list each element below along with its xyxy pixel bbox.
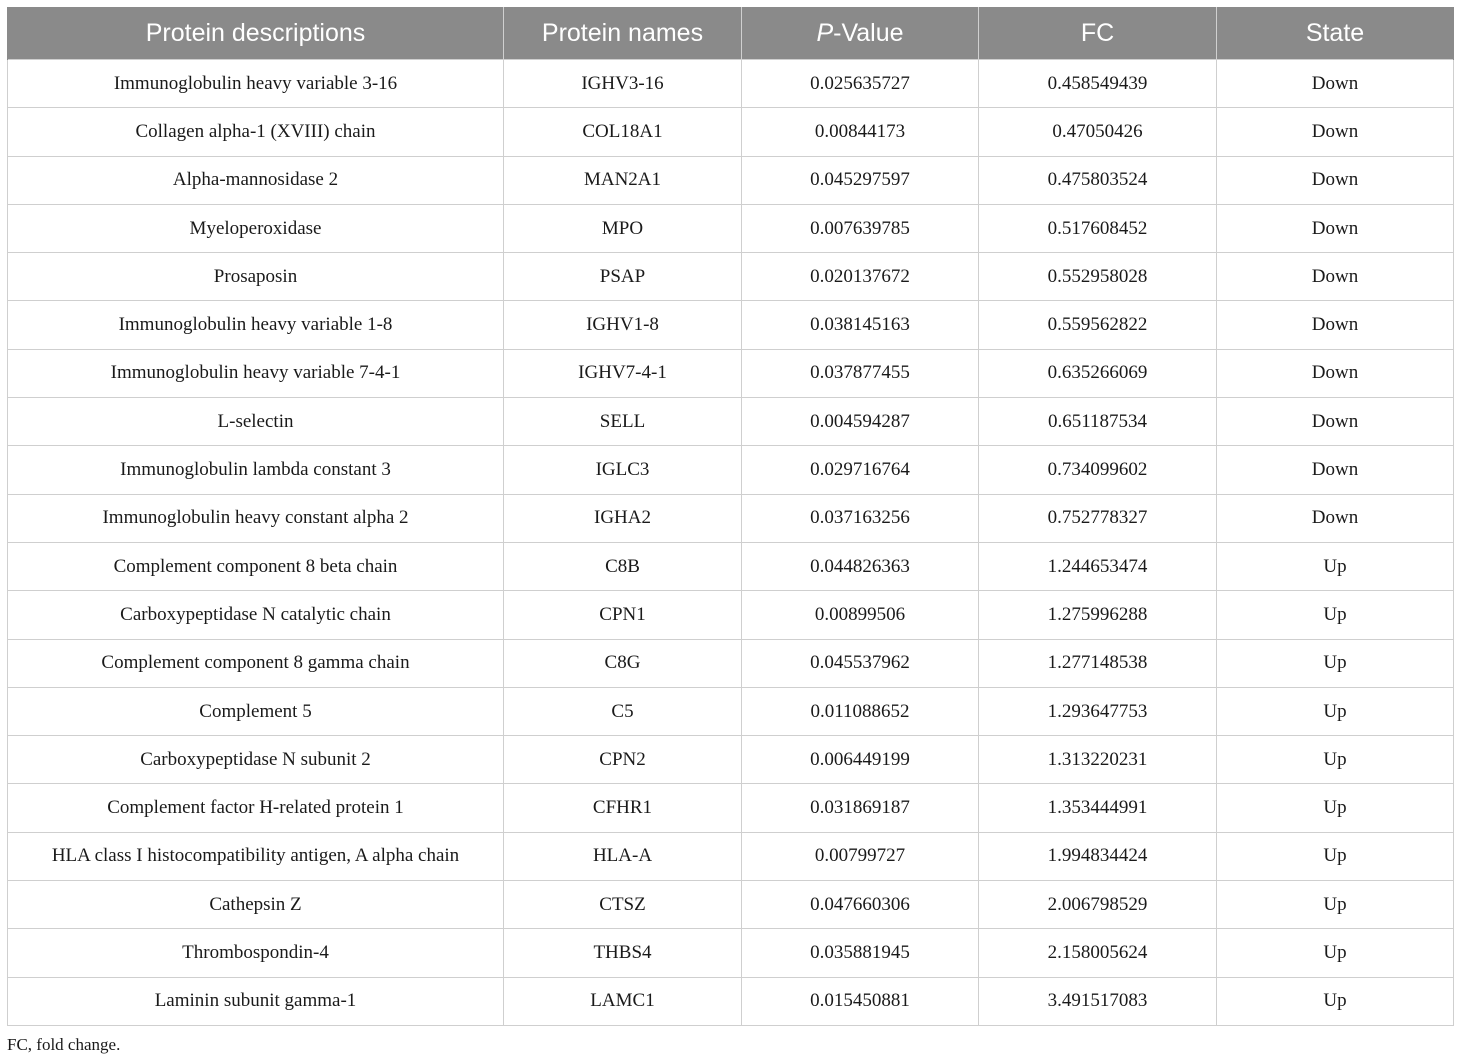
cell-protein-name: COL18A1: [504, 108, 742, 156]
table-row: [8, 542, 1454, 590]
table-row: [8, 156, 1454, 204]
cell-state: Down: [1217, 494, 1454, 542]
table-row: [8, 881, 1454, 929]
cell-p-value: 0.038145163: [742, 301, 979, 349]
cell-fc: 0.635266069: [979, 349, 1217, 397]
cell-protein-description: Immunoglobulin lambda constant 3: [8, 446, 504, 494]
cell-state: Up: [1217, 977, 1454, 1025]
cell-protein-name: CPN1: [504, 591, 742, 639]
header-p-value-suffix: -Value: [833, 18, 904, 47]
cell-p-value: 0.020137672: [742, 253, 979, 301]
cell-fc: 0.475803524: [979, 156, 1217, 204]
cell-protein-description: Complement 5: [8, 687, 504, 735]
cell-protein-name: MAN2A1: [504, 156, 742, 204]
cell-protein-name: IGLC3: [504, 446, 742, 494]
cell-protein-name: C8B: [504, 542, 742, 590]
cell-p-value: 0.007639785: [742, 204, 979, 252]
table-row: [8, 301, 1454, 349]
cell-fc: 1.277148538: [979, 639, 1217, 687]
cell-protein-description: Collagen alpha-1 (XVIII) chain: [8, 108, 504, 156]
cell-protein-description: Complement component 8 gamma chain: [8, 639, 504, 687]
header-state: State: [1217, 7, 1454, 60]
cell-p-value: 0.006449199: [742, 736, 979, 784]
cell-fc: 0.559562822: [979, 301, 1217, 349]
header-row: [8, 7, 1454, 60]
cell-protein-name: IGHV3-16: [504, 60, 742, 108]
cell-protein-description: Immunoglobulin heavy variable 7-4-1: [8, 349, 504, 397]
cell-fc: 1.313220231: [979, 736, 1217, 784]
table-row: [8, 398, 1454, 446]
table-row: [8, 253, 1454, 301]
cell-protein-name: C5: [504, 687, 742, 735]
table-row: [8, 349, 1454, 397]
cell-p-value: 0.037163256: [742, 494, 979, 542]
cell-fc: 1.293647753: [979, 687, 1217, 735]
cell-protein-description: Prosaposin: [8, 253, 504, 301]
cell-fc: 2.006798529: [979, 881, 1217, 929]
cell-state: Down: [1217, 253, 1454, 301]
cell-protein-description: Immunoglobulin heavy variable 1-8: [8, 301, 504, 349]
table-row: [8, 687, 1454, 735]
table-row: [8, 784, 1454, 832]
cell-p-value: 0.045537962: [742, 639, 979, 687]
cell-state: Up: [1217, 591, 1454, 639]
cell-p-value: 0.029716764: [742, 446, 979, 494]
cell-p-value: 0.011088652: [742, 687, 979, 735]
table-row: [8, 204, 1454, 252]
cell-p-value: 0.00844173: [742, 108, 979, 156]
cell-protein-description: Carboxypeptidase N subunit 2: [8, 736, 504, 784]
cell-state: Up: [1217, 639, 1454, 687]
cell-protein-name: CPN2: [504, 736, 742, 784]
cell-protein-name: IGHV1-8: [504, 301, 742, 349]
cell-state: Down: [1217, 398, 1454, 446]
table-row: [8, 60, 1454, 108]
protein-table: [7, 7, 1454, 1026]
table-row: [8, 977, 1454, 1025]
cell-state: Up: [1217, 542, 1454, 590]
cell-protein-description: Alpha-mannosidase 2: [8, 156, 504, 204]
table-row: [8, 494, 1454, 542]
cell-fc: 0.47050426: [979, 108, 1217, 156]
cell-state: Up: [1217, 832, 1454, 880]
cell-protein-name: CFHR1: [504, 784, 742, 832]
table-row: [8, 929, 1454, 977]
cell-state: Down: [1217, 446, 1454, 494]
cell-state: Up: [1217, 881, 1454, 929]
table-body: [8, 60, 1454, 1026]
cell-state: Up: [1217, 736, 1454, 784]
cell-fc: 0.734099602: [979, 446, 1217, 494]
cell-protein-description: Cathepsin Z: [8, 881, 504, 929]
cell-fc: 1.353444991: [979, 784, 1217, 832]
table-row: [8, 832, 1454, 880]
cell-state: Down: [1217, 60, 1454, 108]
cell-state: Down: [1217, 108, 1454, 156]
cell-state: Down: [1217, 156, 1454, 204]
table-row: [8, 736, 1454, 784]
cell-fc: 1.994834424: [979, 832, 1217, 880]
cell-protein-name: PSAP: [504, 253, 742, 301]
cell-p-value: 0.044826363: [742, 542, 979, 590]
cell-p-value: 0.004594287: [742, 398, 979, 446]
table-row: [8, 639, 1454, 687]
cell-protein-name: C8G: [504, 639, 742, 687]
cell-p-value: 0.047660306: [742, 881, 979, 929]
cell-fc: 0.552958028: [979, 253, 1217, 301]
cell-protein-name: IGHA2: [504, 494, 742, 542]
cell-p-value: 0.00799727: [742, 832, 979, 880]
table-header: [8, 7, 1454, 60]
header-p-value-italic: P: [816, 18, 834, 47]
cell-protein-description: L-selectin: [8, 398, 504, 446]
cell-protein-name: HLA-A: [504, 832, 742, 880]
cell-fc: 1.275996288: [979, 591, 1217, 639]
cell-protein-description: Immunoglobulin heavy constant alpha 2: [8, 494, 504, 542]
header-protein-names: Protein names: [504, 7, 742, 60]
cell-state: Up: [1217, 929, 1454, 977]
cell-state: Up: [1217, 784, 1454, 832]
cell-protein-name: MPO: [504, 204, 742, 252]
cell-state: Down: [1217, 204, 1454, 252]
cell-protein-name: IGHV7-4-1: [504, 349, 742, 397]
cell-protein-description: Laminin subunit gamma-1: [8, 977, 504, 1025]
cell-p-value: 0.00899506: [742, 591, 979, 639]
protein-table-container: [7, 7, 1453, 1026]
cell-fc: 3.491517083: [979, 977, 1217, 1025]
cell-protein-name: LAMC1: [504, 977, 742, 1025]
cell-protein-description: HLA class I histocompatibility antigen, A alpha chain: [8, 832, 504, 880]
cell-fc: 2.158005624: [979, 929, 1217, 977]
cell-state: Down: [1217, 301, 1454, 349]
cell-fc: 0.458549439: [979, 60, 1217, 108]
cell-protein-description: Immunoglobulin heavy variable 3-16: [8, 60, 504, 108]
cell-p-value: 0.035881945: [742, 929, 979, 977]
cell-p-value: 0.037877455: [742, 349, 979, 397]
cell-p-value: 0.015450881: [742, 977, 979, 1025]
header-fc: FC: [979, 7, 1217, 60]
cell-state: Up: [1217, 687, 1454, 735]
cell-protein-description: Myeloperoxidase: [8, 204, 504, 252]
table-row: [8, 108, 1454, 156]
cell-protein-description: Complement component 8 beta chain: [8, 542, 504, 590]
cell-protein-name: CTSZ: [504, 881, 742, 929]
header-p-value: [742, 7, 979, 60]
cell-p-value: 0.025635727: [742, 60, 979, 108]
table-footnote: FC, fold change.: [7, 1035, 121, 1054]
cell-protein-description: Complement factor H-related protein 1: [8, 784, 504, 832]
cell-fc: 0.651187534: [979, 398, 1217, 446]
cell-protein-description: Thrombospondin-4: [8, 929, 504, 977]
cell-fc: 0.517608452: [979, 204, 1217, 252]
cell-protein-name: THBS4: [504, 929, 742, 977]
cell-protein-description: Carboxypeptidase N catalytic chain: [8, 591, 504, 639]
table-row: [8, 591, 1454, 639]
cell-fc: 1.244653474: [979, 542, 1217, 590]
cell-fc: 0.752778327: [979, 494, 1217, 542]
cell-protein-name: SELL: [504, 398, 742, 446]
cell-state: Down: [1217, 349, 1454, 397]
table-row: [8, 446, 1454, 494]
header-protein-descriptions: Protein descriptions: [8, 7, 504, 60]
cell-p-value: 0.031869187: [742, 784, 979, 832]
cell-p-value: 0.045297597: [742, 156, 979, 204]
